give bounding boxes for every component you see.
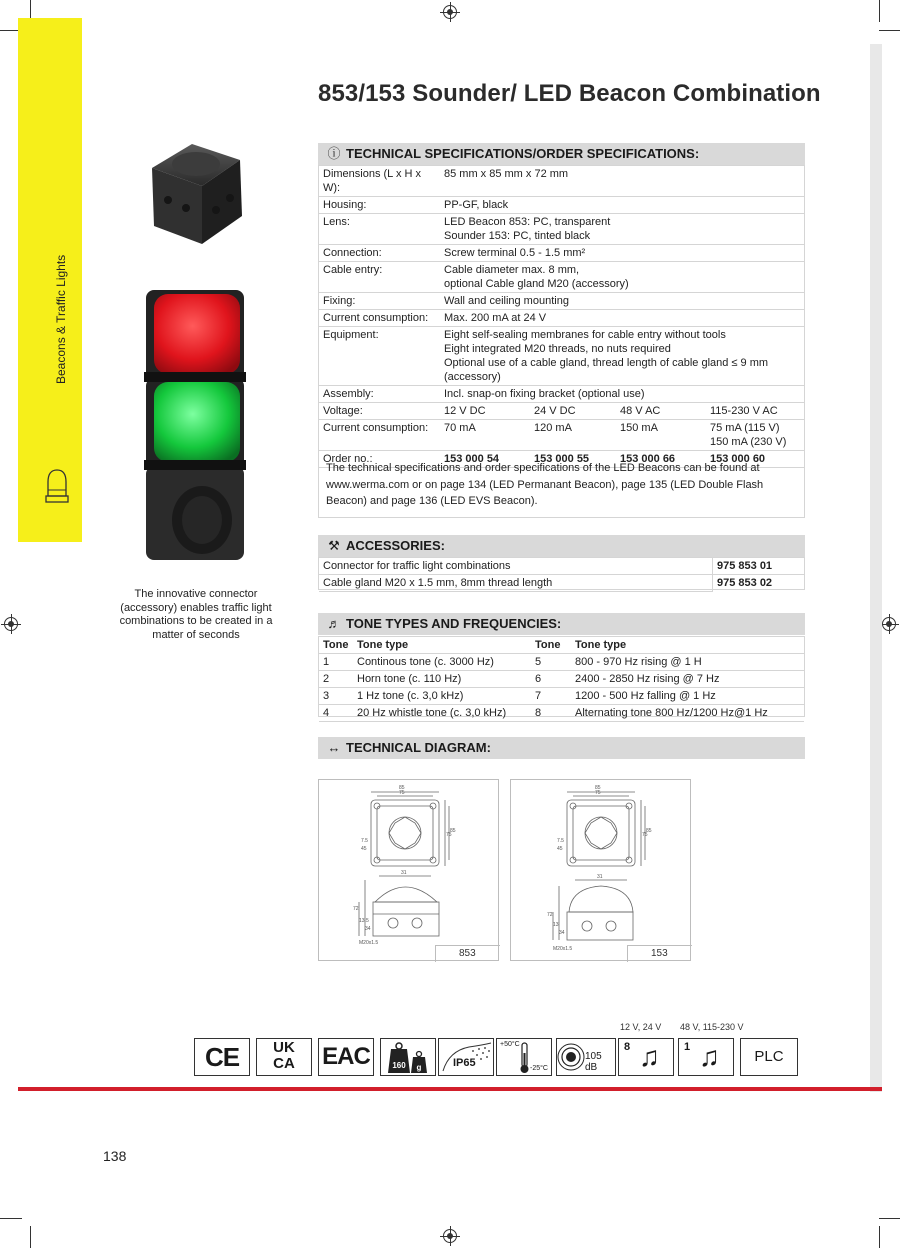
table-row: Housing: PP-GF, black <box>319 197 804 214</box>
current-row: Current consumption: 70 mA 120 mA 150 mA 75 mA (115 V) 150 mA (230 V) <box>319 420 804 451</box>
svg-text:45: 45 <box>361 846 367 852</box>
sound-level-icon: 105 dB <box>556 1038 616 1076</box>
registration-mark-icon <box>4 617 18 631</box>
weight-icon: 160 g <box>380 1038 436 1076</box>
table-row: Fixing: Wall and ceiling mounting <box>319 293 804 310</box>
arrows-horizontal-icon: ↔ <box>327 740 341 755</box>
table-row: Dimensions (L x H x W): 85 mm x 85 mm x 72 mm <box>319 166 804 197</box>
svg-text:M20x1.5: M20x1.5 <box>553 946 573 952</box>
table-row: Tone Tone type Tone Tone type <box>319 637 804 654</box>
tone-count-label-b: 48 V, 115-230 V <box>680 1022 744 1032</box>
diagram-153-label: 153 <box>651 948 668 959</box>
tech-specs-heading: ⓘ TECHNICAL SPECIFICATIONS/ORDER SPECIFICATIONS: <box>318 143 805 165</box>
svg-text:85: 85 <box>450 828 456 834</box>
table-row: Current consumption: Max. 200 mA at 24 V <box>319 310 804 327</box>
tech-specs-box <box>318 165 805 518</box>
photo-caption: The innovative connector (accessory) enables traffic light combinations to be created in a matter of seconds <box>119 588 273 641</box>
voltage-row: Voltage: 12 V DC 24 V DC 48 V AC 115-230 V AC <box>319 403 804 420</box>
svg-text:13: 13 <box>553 922 559 928</box>
svg-text:72: 72 <box>353 906 359 912</box>
registration-mark-icon <box>443 5 457 19</box>
registration-mark-icon <box>443 1229 457 1243</box>
svg-text:72: 72 <box>547 912 553 918</box>
tones-table <box>319 637 804 722</box>
product-photo-combination <box>144 288 246 562</box>
temperature-range-icon: +50°C -25°C <box>496 1038 552 1076</box>
tone-count-label-a: 12 V, 24 V <box>620 1022 662 1032</box>
tones-heading: ♬ TONE TYPES AND FREQUENCIES: <box>318 613 805 635</box>
svg-text:7.5: 7.5 <box>361 838 368 844</box>
tech-specs-note: The technical specifications and order specifications of the LED Beacons can be found at www.werma.com or on page 134 (LED Permanant Beacon), page 135 (LED Double Flash Beacon) and page 136 (LED EVS Beacon). <box>326 462 764 507</box>
table-row: Cable gland M20 x 1.5 mm, 8mm thread length 975 853 02 <box>319 575 804 592</box>
svg-text:31: 31 <box>401 870 407 876</box>
product-photo-sounder <box>132 138 258 250</box>
beacon-icon <box>44 466 70 506</box>
svg-text:85: 85 <box>399 785 405 791</box>
table-row: Connector for traffic light combinations 975 853 01 <box>319 558 804 575</box>
svg-text:7.5: 7.5 <box>557 838 564 844</box>
order-row: Order no.: 153 000 54 153 000 55 153 000 66 153 000 60 <box>319 451 804 468</box>
svg-text:13.5: 13.5 <box>359 918 369 924</box>
tools-icon: ⚒ <box>328 538 340 553</box>
table-row: 4 20 Hz whistle tone (c. 3,0 kHz) 8 Alternating tone 800 Hz/1200 Hz@1 Hz <box>319 705 804 722</box>
svg-text:75: 75 <box>399 790 405 796</box>
ce-mark-icon: CE <box>194 1038 250 1076</box>
table-row: 3 1 Hz tone (c. 3,0 kHz) 7 1200 - 500 Hz falling @ 1 Hz <box>319 688 804 705</box>
diagram-153 <box>510 779 691 961</box>
table-row: Assembly: Incl. snap-on fixing bracket (optional use) <box>319 386 804 403</box>
svg-text:75: 75 <box>642 832 648 838</box>
svg-text:85: 85 <box>646 828 652 834</box>
table-row: 1 Continous tone (c. 3000 Hz) 5 800 - 970 Hz rising @ 1 H <box>319 654 804 671</box>
eac-mark-icon: EAC <box>318 1038 374 1076</box>
tones-1-icon: 1 ♫ <box>678 1038 734 1076</box>
footer-rule <box>18 1087 882 1091</box>
ip-rating-icon: IP65 <box>438 1038 494 1076</box>
accessories-heading: ⚒ ACCESSORIES: <box>318 535 805 557</box>
svg-text:M20x1.5: M20x1.5 <box>359 940 379 946</box>
svg-text:45: 45 <box>557 846 563 852</box>
ukca-mark-icon: UK CA <box>256 1038 312 1076</box>
technical-drawing-853 <box>319 780 498 960</box>
accessories-table <box>319 558 804 592</box>
svg-text:85: 85 <box>595 785 601 791</box>
table-row: 2 Horn tone (c. 110 Hz) 6 2400 - 2850 Hz rising @ 7 Hz <box>319 671 804 688</box>
tones-box <box>318 636 805 717</box>
diagram-853-label: 853 <box>459 948 476 959</box>
plc-icon: PLC <box>740 1038 798 1076</box>
info-icon: ⓘ <box>327 146 341 161</box>
technical-drawing-153 <box>511 780 690 960</box>
table-row: Equipment: Eight self-sealing membranes for cable entry without tools Eight integrated M20 threads, no nuts required Optional use of a cable gland, thread length of cable gland ≤ 9 mm (accessory) <box>319 327 804 386</box>
svg-text:75: 75 <box>446 832 452 838</box>
svg-text:31: 31 <box>597 874 603 880</box>
accessories-box <box>318 557 805 590</box>
music-note-icon: ♫ <box>699 1041 720 1072</box>
music-note-icon: ♬ <box>327 616 341 631</box>
table-row: Connection: Screw terminal 0.5 - 1.5 mm² <box>319 245 804 262</box>
svg-text:34: 34 <box>559 930 565 936</box>
side-tab-label: Beacons & Traffic Lights <box>54 254 68 384</box>
page-title: 853/153 Sounder/ LED Beacon Combination <box>318 80 821 107</box>
svg-text:75: 75 <box>595 790 601 796</box>
diagram-heading: ↔ TECHNICAL DIAGRAM: <box>318 737 805 759</box>
registration-mark-icon <box>882 617 896 631</box>
tech-specs-table <box>319 166 804 468</box>
table-row: Cable entry: Cable diameter max. 8 mm, optional Cable gland M20 (accessory) <box>319 262 804 293</box>
svg-text:34: 34 <box>365 926 371 932</box>
side-tab <box>18 18 82 542</box>
right-edge-strip <box>870 44 882 1092</box>
diagram-853 <box>318 779 499 961</box>
page-number: 138 <box>103 1148 127 1164</box>
table-row: Lens: LED Beacon 853: PC, transparent Sounder 153: PC, tinted black <box>319 214 804 245</box>
tones-8-icon: 8 ♫ <box>618 1038 674 1076</box>
music-note-icon: ♫ <box>639 1041 660 1072</box>
